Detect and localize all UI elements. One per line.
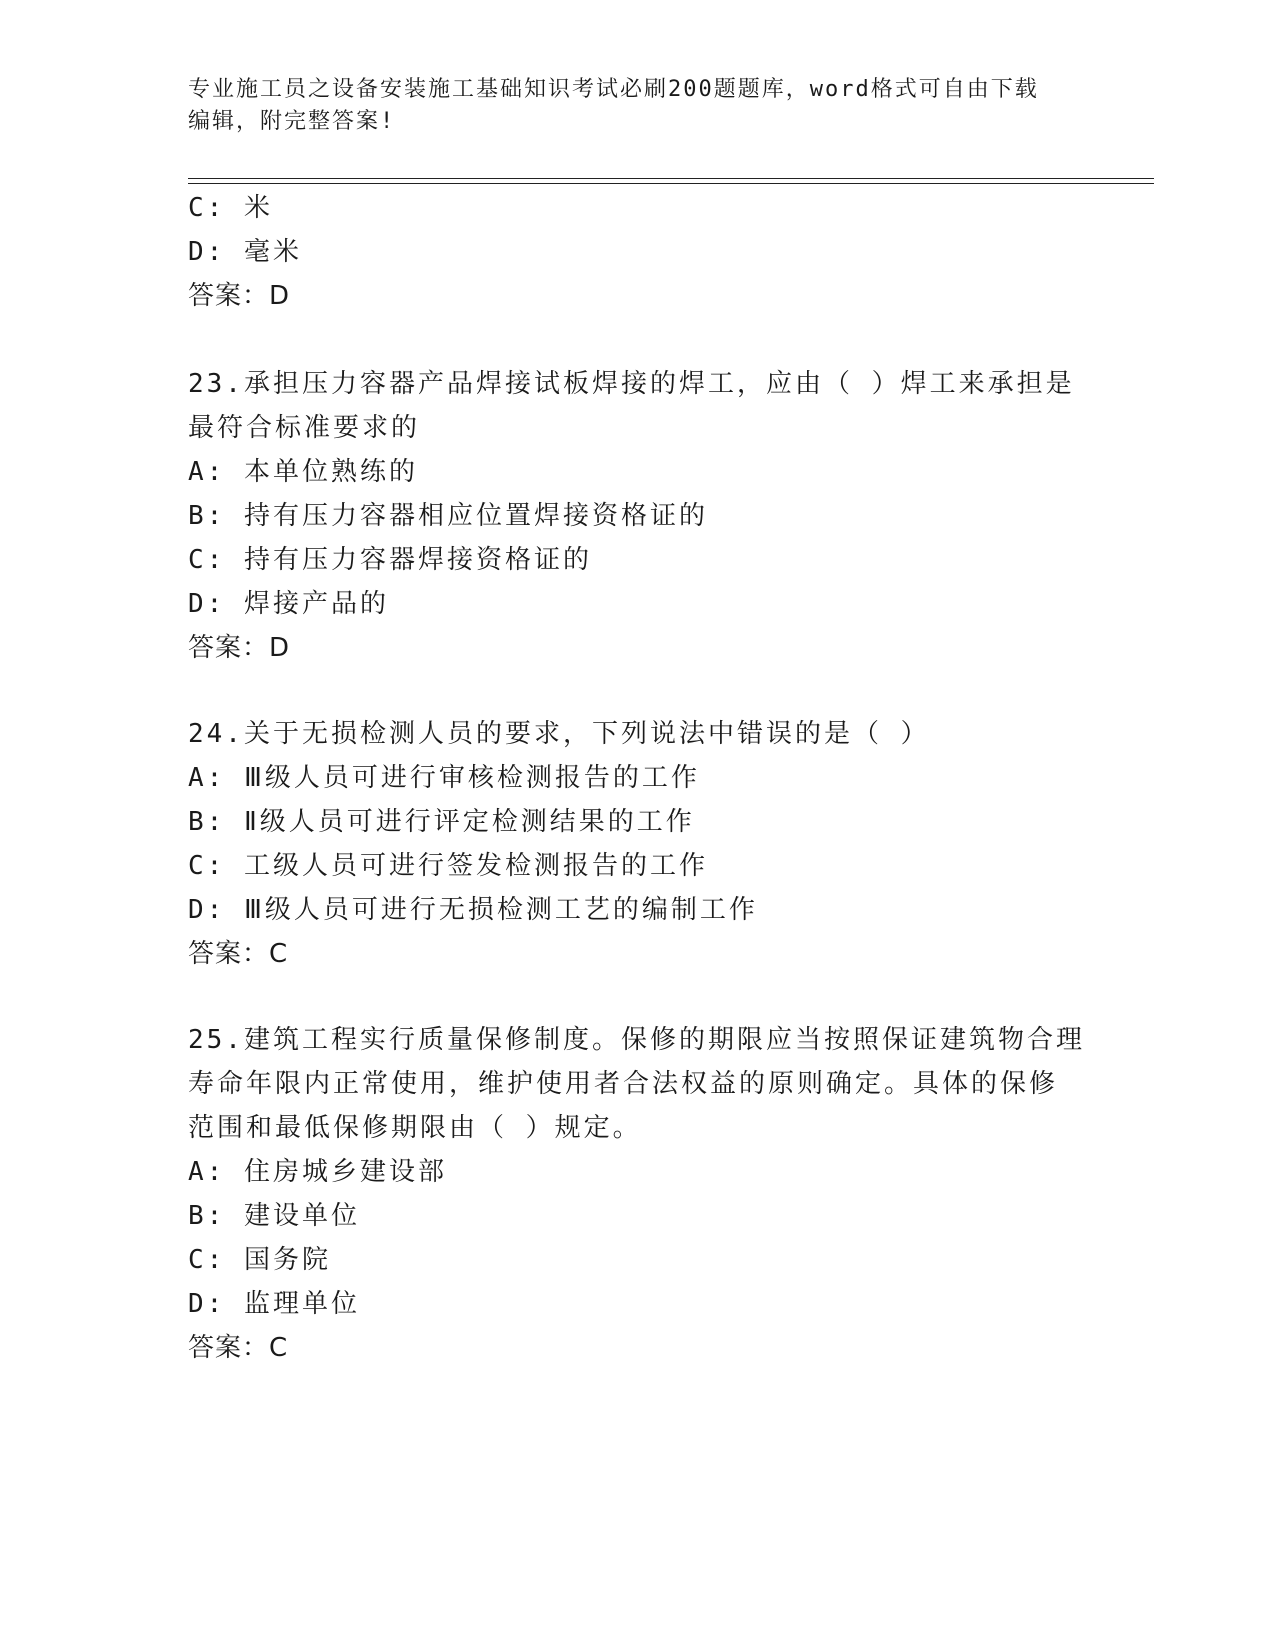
- q24-answer: 答案：C: [188, 939, 289, 969]
- q24-option-c: C: 工级人员可进行签发检测报告的工作: [188, 851, 708, 881]
- page-header: [188, 74, 1088, 138]
- q24-option-b: B: Ⅱ级人员可进行评定检测结果的工作: [188, 807, 695, 837]
- q24-option-d: D: Ⅲ级人员可进行无损检测工艺的编制工作: [188, 895, 758, 925]
- q23-option-a: A: 本单位熟练的: [188, 457, 418, 487]
- q25-stem-line-2: 寿命年限内正常使用，维护使用者合法权益的原则确定。具体的保修: [188, 1069, 1059, 1099]
- header-divider-top: [188, 178, 1154, 179]
- header-divider-bottom: [188, 183, 1154, 184]
- q24-stem-line-1: 24.关于无损检测人员的要求，下列说法中错误的是（ ）: [188, 719, 930, 749]
- q25-option-b: B: 建设单位: [188, 1201, 360, 1231]
- q23-option-b: B: 持有压力容器相应位置焊接资格证的: [188, 501, 708, 531]
- q23-stem-line-2: 最符合标准要求的: [188, 413, 421, 443]
- q24-option-a: A: Ⅲ级人员可进行审核检测报告的工作: [188, 763, 700, 793]
- q23-answer: 答案：D: [188, 633, 291, 663]
- q25-answer: 答案：C: [188, 1333, 289, 1363]
- q25-option-c: C: 国务院: [188, 1245, 331, 1275]
- q22-option-d: D: 毫米: [188, 237, 302, 267]
- header-title-line-1: 专业施工员之设备安装施工基础知识考试必刷200题题库，word格式可自由下载: [188, 77, 1039, 102]
- q22-option-c: C: 米: [188, 193, 273, 223]
- q23-option-d: D: 焊接产品的: [188, 589, 389, 619]
- header-title-line-2: 编辑，附完整答案!: [188, 109, 396, 134]
- q25-stem-line-3: 范围和最低保修期限由（ ）规定。: [188, 1113, 642, 1143]
- q22-answer: 答案：D: [188, 281, 291, 311]
- q25-option-d: D: 监理单位: [188, 1289, 360, 1319]
- q23-stem-line-1: 23.承担压力容器产品焊接试板焊接的焊工，应由（ ）焊工来承担是: [188, 369, 1075, 399]
- q23-option-c: C: 持有压力容器焊接资格证的: [188, 545, 592, 575]
- q25-stem-line-1: 25.建筑工程实行质量保修制度。保修的期限应当按照保证建筑物合理: [188, 1025, 1085, 1055]
- q25-option-a: A: 住房城乡建设部: [188, 1157, 447, 1187]
